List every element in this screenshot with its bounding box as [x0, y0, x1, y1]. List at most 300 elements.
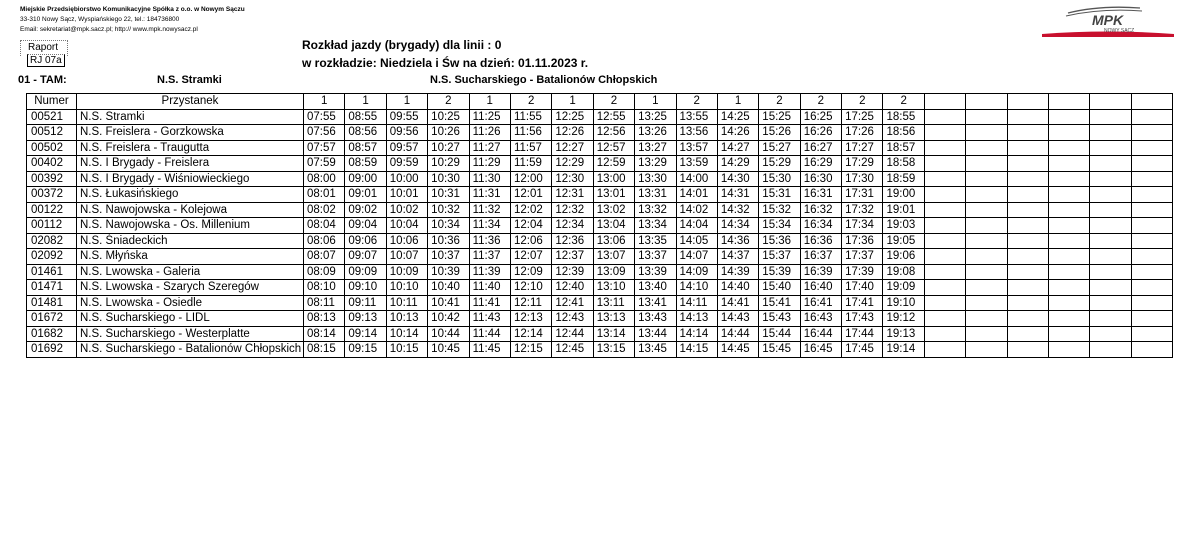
- departure-time: [1049, 171, 1090, 187]
- table-row: [27, 171, 1173, 187]
- departure-time: [1090, 264, 1131, 280]
- departure-time: 16:29: [800, 156, 841, 172]
- stop-name: N.S. Śniadeckich: [77, 233, 304, 249]
- departure-time: [966, 187, 1007, 203]
- header-brigade: 2: [842, 94, 883, 110]
- departure-time: 16:27: [800, 140, 841, 156]
- departure-time: 10:25: [428, 109, 469, 125]
- departure-time: 17:39: [842, 264, 883, 280]
- departure-time: [924, 342, 965, 358]
- route-code: 01 - TAM:: [18, 74, 67, 86]
- departure-time: 11:55: [510, 109, 551, 125]
- stop-name: N.S. Łukasińskiego: [77, 187, 304, 203]
- departure-time: 08:57: [345, 140, 386, 156]
- departure-time: 15:41: [759, 295, 800, 311]
- departure-time: [1049, 295, 1090, 311]
- departure-time: 15:44: [759, 326, 800, 342]
- departure-time: 11:44: [469, 326, 510, 342]
- departure-time: 11:27: [469, 140, 510, 156]
- departure-time: [1007, 342, 1048, 358]
- departure-time: [966, 311, 1007, 327]
- departure-time: 10:02: [386, 202, 427, 218]
- departure-time: 13:06: [593, 233, 634, 249]
- departure-time: 12:06: [510, 233, 551, 249]
- departure-time: 11:41: [469, 295, 510, 311]
- departure-time: 11:36: [469, 233, 510, 249]
- departure-time: [1049, 140, 1090, 156]
- departure-time: [1090, 311, 1131, 327]
- departure-time: [924, 171, 965, 187]
- header-brigade: [1007, 94, 1048, 110]
- departure-time: 19:10: [883, 295, 924, 311]
- departure-time: 16:45: [800, 342, 841, 358]
- departure-time: [1007, 156, 1048, 172]
- departure-time: 10:45: [428, 342, 469, 358]
- departure-time: 09:14: [345, 326, 386, 342]
- departure-time: [924, 311, 965, 327]
- departure-time: 14:32: [717, 202, 758, 218]
- departure-time: 12:59: [593, 156, 634, 172]
- header-brigade: 1: [345, 94, 386, 110]
- departure-time: 17:37: [842, 249, 883, 265]
- departure-time: 12:31: [552, 187, 593, 203]
- departure-time: [1090, 202, 1131, 218]
- departure-time: [1049, 342, 1090, 358]
- stop-name: N.S. I Brygady - Wiśniowieckiego: [77, 171, 304, 187]
- departure-time: 19:05: [883, 233, 924, 249]
- header-brigade: 2: [676, 94, 717, 110]
- departure-time: 12:34: [552, 218, 593, 234]
- departure-time: 09:00: [345, 171, 386, 187]
- table-row: [27, 295, 1173, 311]
- departure-time: 10:31: [428, 187, 469, 203]
- stop-number: 01672: [27, 311, 77, 327]
- stop-number: 01692: [27, 342, 77, 358]
- departure-time: 12:43: [552, 311, 593, 327]
- departure-time: 08:56: [345, 125, 386, 141]
- departure-time: 16:26: [800, 125, 841, 141]
- departure-time: [966, 171, 1007, 187]
- departure-time: 17:36: [842, 233, 883, 249]
- departure-time: 14:39: [717, 264, 758, 280]
- table-row: [27, 342, 1173, 358]
- departure-time: 16:37: [800, 249, 841, 265]
- departure-time: [1090, 233, 1131, 249]
- departure-time: 13:27: [635, 140, 676, 156]
- departure-time: [1131, 140, 1172, 156]
- departure-time: [966, 109, 1007, 125]
- departure-time: 13:57: [676, 140, 717, 156]
- header-brigade: [1131, 94, 1172, 110]
- departure-time: 16:32: [800, 202, 841, 218]
- departure-time: 08:55: [345, 109, 386, 125]
- departure-time: 13:44: [635, 326, 676, 342]
- departure-time: 19:09: [883, 280, 924, 296]
- stop-number: 02092: [27, 249, 77, 265]
- departure-time: [1049, 326, 1090, 342]
- header-brigade: 1: [552, 94, 593, 110]
- table-row: [27, 140, 1173, 156]
- route-from: N.S. Stramki: [157, 74, 222, 86]
- table-row: [27, 326, 1173, 342]
- departure-time: 19:06: [883, 249, 924, 265]
- departure-time: 13:30: [635, 171, 676, 187]
- company-name: Miejskie Przedsiębiorstwo Komunikacyjne Spółka z o.o. w Nowym Sączu: [20, 6, 245, 13]
- departure-time: 10:39: [428, 264, 469, 280]
- departure-time: [1049, 280, 1090, 296]
- departure-time: 10:30: [428, 171, 469, 187]
- departure-time: 16:25: [800, 109, 841, 125]
- departure-time: [1131, 218, 1172, 234]
- departure-time: 10:15: [386, 342, 427, 358]
- stop-number: 01481: [27, 295, 77, 311]
- departure-time: 17:29: [842, 156, 883, 172]
- mpk-logo: [1040, 3, 1176, 37]
- departure-time: 09:10: [345, 280, 386, 296]
- departure-time: 10:04: [386, 218, 427, 234]
- departure-time: 13:14: [593, 326, 634, 342]
- departure-time: 12:26: [552, 125, 593, 141]
- departure-time: 14:29: [717, 156, 758, 172]
- departure-time: [1131, 125, 1172, 141]
- departure-time: [1090, 187, 1131, 203]
- departure-time: [1090, 280, 1131, 296]
- departure-time: 12:44: [552, 326, 593, 342]
- departure-time: 15:31: [759, 187, 800, 203]
- departure-time: 13:04: [593, 218, 634, 234]
- departure-time: 18:58: [883, 156, 924, 172]
- departure-time: 08:07: [304, 249, 345, 265]
- header-brigade: 2: [593, 94, 634, 110]
- departure-time: 14:30: [717, 171, 758, 187]
- departure-time: [1049, 218, 1090, 234]
- stop-name: N.S. Freislera - Gorzkowska: [77, 125, 304, 141]
- departure-time: 19:00: [883, 187, 924, 203]
- departure-time: 08:14: [304, 326, 345, 342]
- report-code: RJ 07a: [27, 54, 65, 67]
- departure-time: 07:56: [304, 125, 345, 141]
- departure-time: [924, 233, 965, 249]
- departure-time: 11:29: [469, 156, 510, 172]
- stop-number: 01461: [27, 264, 77, 280]
- table-row: [27, 280, 1173, 296]
- departure-time: [1090, 342, 1131, 358]
- departure-time: 18:59: [883, 171, 924, 187]
- departure-time: 09:01: [345, 187, 386, 203]
- departure-time: 14:13: [676, 311, 717, 327]
- departure-time: [1131, 249, 1172, 265]
- departure-time: [1049, 187, 1090, 203]
- departure-time: 11:39: [469, 264, 510, 280]
- departure-time: 14:04: [676, 218, 717, 234]
- departure-time: 10:40: [428, 280, 469, 296]
- departure-time: 12:13: [510, 311, 551, 327]
- departure-time: [924, 249, 965, 265]
- departure-time: [1131, 264, 1172, 280]
- departure-time: [1090, 249, 1131, 265]
- departure-time: 12:36: [552, 233, 593, 249]
- departure-time: 11:57: [510, 140, 551, 156]
- departure-time: [1131, 187, 1172, 203]
- table-row: [27, 233, 1173, 249]
- departure-time: [966, 264, 1007, 280]
- departure-time: 14:40: [717, 280, 758, 296]
- departure-time: 08:06: [304, 233, 345, 249]
- company-header: [20, 5, 245, 35]
- departure-time: 19:01: [883, 202, 924, 218]
- stop-name: N.S. Lwowska - Osiedle: [77, 295, 304, 311]
- departure-time: [1131, 156, 1172, 172]
- departure-time: 13:31: [635, 187, 676, 203]
- header-przystanek: Przystanek: [77, 94, 304, 110]
- departure-time: 16:31: [800, 187, 841, 203]
- departure-time: [1090, 295, 1131, 311]
- departure-time: 09:57: [386, 140, 427, 156]
- departure-time: 12:07: [510, 249, 551, 265]
- departure-time: [1007, 249, 1048, 265]
- departure-time: 11:32: [469, 202, 510, 218]
- departure-time: 10:26: [428, 125, 469, 141]
- departure-time: [1049, 125, 1090, 141]
- departure-time: 14:45: [717, 342, 758, 358]
- departure-time: [1131, 171, 1172, 187]
- stop-number: 00392: [27, 171, 77, 187]
- departure-time: [966, 218, 1007, 234]
- departure-time: 11:34: [469, 218, 510, 234]
- departure-time: 10:32: [428, 202, 469, 218]
- header-brigade: [966, 94, 1007, 110]
- table-row: [27, 109, 1173, 125]
- departure-time: 14:02: [676, 202, 717, 218]
- departure-time: 15:32: [759, 202, 800, 218]
- departure-time: 13:45: [635, 342, 676, 358]
- stop-number: 00502: [27, 140, 77, 156]
- departure-time: 10:36: [428, 233, 469, 249]
- departure-time: [924, 109, 965, 125]
- departure-time: 14:36: [717, 233, 758, 249]
- departure-time: [1090, 140, 1131, 156]
- departure-time: 11:30: [469, 171, 510, 187]
- departure-time: 12:02: [510, 202, 551, 218]
- departure-time: [1007, 140, 1048, 156]
- departure-time: [924, 295, 965, 311]
- departure-time: 12:41: [552, 295, 593, 311]
- departure-time: 10:07: [386, 249, 427, 265]
- departure-time: 10:34: [428, 218, 469, 234]
- departure-time: 13:26: [635, 125, 676, 141]
- departure-time: [924, 187, 965, 203]
- departure-time: 13:39: [635, 264, 676, 280]
- departure-time: [1090, 171, 1131, 187]
- departure-time: 15:39: [759, 264, 800, 280]
- departure-time: [1131, 202, 1172, 218]
- departure-time: [1049, 156, 1090, 172]
- departure-time: [966, 125, 1007, 141]
- departure-time: 14:27: [717, 140, 758, 156]
- departure-time: [966, 202, 1007, 218]
- departure-time: 12:00: [510, 171, 551, 187]
- departure-time: 12:57: [593, 140, 634, 156]
- departure-time: 17:27: [842, 140, 883, 156]
- departure-time: 15:45: [759, 342, 800, 358]
- departure-time: [924, 218, 965, 234]
- stop-name: N.S. Lwowska - Szarych Szeregów: [77, 280, 304, 296]
- departure-time: [924, 280, 965, 296]
- stop-number: 00122: [27, 202, 77, 218]
- stop-number: 00372: [27, 187, 77, 203]
- departure-time: 19:08: [883, 264, 924, 280]
- table-row: [27, 156, 1173, 172]
- departure-time: [1090, 326, 1131, 342]
- departure-time: 14:41: [717, 295, 758, 311]
- table-row: [27, 202, 1173, 218]
- table-row: [27, 125, 1173, 141]
- departure-time: 13:56: [676, 125, 717, 141]
- departure-time: [1049, 109, 1090, 125]
- departure-time: 17:41: [842, 295, 883, 311]
- departure-time: 17:34: [842, 218, 883, 234]
- departure-time: 08:01: [304, 187, 345, 203]
- departure-time: [966, 233, 1007, 249]
- table-row: [27, 249, 1173, 265]
- departure-time: [1090, 125, 1131, 141]
- departure-time: 12:11: [510, 295, 551, 311]
- stop-number: 00521: [27, 109, 77, 125]
- departure-time: 10:13: [386, 311, 427, 327]
- departure-time: 10:01: [386, 187, 427, 203]
- departure-time: 12:25: [552, 109, 593, 125]
- timetable: [26, 93, 1173, 358]
- departure-time: 15:26: [759, 125, 800, 141]
- departure-time: 15:34: [759, 218, 800, 234]
- departure-time: 14:07: [676, 249, 717, 265]
- table-row: [27, 187, 1173, 203]
- departure-time: 14:01: [676, 187, 717, 203]
- header-brigade: [1049, 94, 1090, 110]
- departure-time: 15:30: [759, 171, 800, 187]
- header-brigade: 2: [883, 94, 924, 110]
- departure-time: 13:00: [593, 171, 634, 187]
- departure-time: [1007, 311, 1048, 327]
- departure-time: 15:25: [759, 109, 800, 125]
- departure-time: 10:41: [428, 295, 469, 311]
- departure-time: 07:57: [304, 140, 345, 156]
- departure-time: [1131, 326, 1172, 342]
- stop-name: N.S. Freislera - Traugutta: [77, 140, 304, 156]
- departure-time: 11:40: [469, 280, 510, 296]
- departure-time: 13:43: [635, 311, 676, 327]
- departure-time: 09:55: [386, 109, 427, 125]
- departure-time: 13:55: [676, 109, 717, 125]
- departure-time: 11:31: [469, 187, 510, 203]
- departure-time: 13:34: [635, 218, 676, 234]
- departure-time: 09:02: [345, 202, 386, 218]
- table-header-row: [27, 94, 1173, 110]
- stop-name: N.S. Sucharskiego - Batalionów Chłopskich: [77, 342, 304, 358]
- departure-time: 13:37: [635, 249, 676, 265]
- departure-time: [1090, 218, 1131, 234]
- header-brigade: 2: [800, 94, 841, 110]
- departure-time: 13:59: [676, 156, 717, 172]
- departure-time: 14:44: [717, 326, 758, 342]
- departure-time: 08:15: [304, 342, 345, 358]
- departure-time: 17:44: [842, 326, 883, 342]
- departure-time: 13:15: [593, 342, 634, 358]
- stop-name: N.S. Nawojowska - Os. Millenium: [77, 218, 304, 234]
- stop-name: N.S. Młyńska: [77, 249, 304, 265]
- departure-time: [1007, 264, 1048, 280]
- departure-time: 19:14: [883, 342, 924, 358]
- header-brigade: 1: [304, 94, 345, 110]
- departure-time: 10:42: [428, 311, 469, 327]
- departure-time: 11:25: [469, 109, 510, 125]
- stop-name: N.S. Nawojowska - Kolejowa: [77, 202, 304, 218]
- departure-time: 09:56: [386, 125, 427, 141]
- departure-time: 14:25: [717, 109, 758, 125]
- departure-time: 08:09: [304, 264, 345, 280]
- header-numer: Numer: [27, 94, 77, 110]
- departure-time: 15:29: [759, 156, 800, 172]
- departure-time: [1007, 295, 1048, 311]
- departure-time: 12:40: [552, 280, 593, 296]
- departure-time: 12:30: [552, 171, 593, 187]
- departure-time: [1007, 233, 1048, 249]
- departure-time: [966, 140, 1007, 156]
- departure-time: 08:59: [345, 156, 386, 172]
- departure-time: 17:31: [842, 187, 883, 203]
- departure-time: [924, 140, 965, 156]
- table-row: [27, 218, 1173, 234]
- stop-number: 02082: [27, 233, 77, 249]
- header-brigade: [924, 94, 965, 110]
- table-row: [27, 311, 1173, 327]
- departure-time: 10:11: [386, 295, 427, 311]
- departure-time: 10:29: [428, 156, 469, 172]
- departure-time: 16:39: [800, 264, 841, 280]
- departure-time: [1131, 109, 1172, 125]
- departure-time: [1131, 280, 1172, 296]
- stop-name: N.S. I Brygady - Freislera: [77, 156, 304, 172]
- departure-time: [1131, 342, 1172, 358]
- departure-time: 14:00: [676, 171, 717, 187]
- departure-time: 13:07: [593, 249, 634, 265]
- departure-time: 09:11: [345, 295, 386, 311]
- departure-time: 16:40: [800, 280, 841, 296]
- departure-time: 09:09: [345, 264, 386, 280]
- departure-time: [1049, 311, 1090, 327]
- header-brigade: 1: [635, 94, 676, 110]
- departure-time: [1007, 326, 1048, 342]
- stop-name: N.S. Sucharskiego - LIDL: [77, 311, 304, 327]
- departure-time: 13:40: [635, 280, 676, 296]
- stop-number: 00112: [27, 218, 77, 234]
- departure-time: 19:03: [883, 218, 924, 234]
- departure-time: [924, 202, 965, 218]
- departure-time: 17:45: [842, 342, 883, 358]
- departure-time: 12:37: [552, 249, 593, 265]
- departure-time: 13:11: [593, 295, 634, 311]
- table-row: [27, 264, 1173, 280]
- departure-time: [966, 249, 1007, 265]
- departure-time: 12:32: [552, 202, 593, 218]
- departure-time: 12:29: [552, 156, 593, 172]
- departure-time: 17:26: [842, 125, 883, 141]
- departure-time: 15:36: [759, 233, 800, 249]
- stop-name: N.S. Stramki: [77, 109, 304, 125]
- departure-time: 09:07: [345, 249, 386, 265]
- departure-time: 13:10: [593, 280, 634, 296]
- departure-time: 10:10: [386, 280, 427, 296]
